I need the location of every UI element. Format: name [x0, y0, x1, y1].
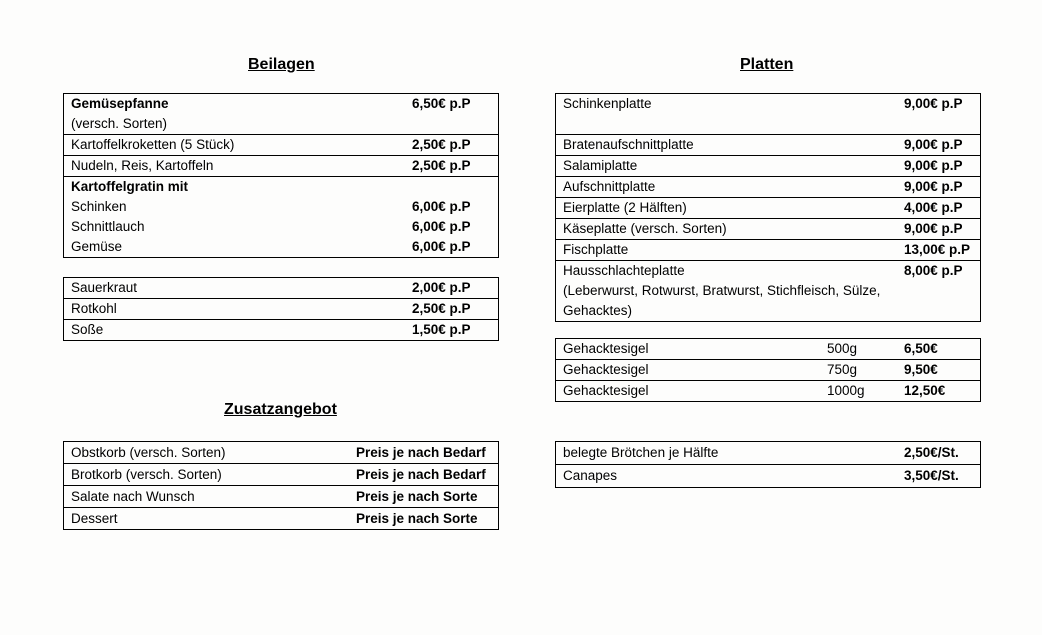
platten-table [555, 93, 981, 322]
item-price: 4,00€ p.P [904, 200, 963, 215]
table-row [64, 485, 498, 507]
item-price: 2,00€ p.P [412, 280, 471, 295]
item-name: Gemüsepfanne [71, 96, 169, 111]
table-row [556, 218, 980, 239]
item-name: Rotkohl [71, 301, 117, 316]
table-row [64, 155, 498, 176]
table-row [556, 260, 980, 321]
row-line [556, 135, 980, 155]
item-price: 9,00€ p.P [904, 137, 963, 152]
row-line [64, 442, 498, 463]
row-line [556, 360, 980, 380]
row-line [64, 299, 498, 319]
item-name: Bratenaufschnittplatte [563, 137, 694, 152]
heading-beilagen: Beilagen [248, 56, 315, 73]
item-name: (Leberwurst, Rotwurst, Bratwurst, Stichfleisch, Sülze, [563, 283, 881, 298]
item-price: Preis je nach Sorte [356, 511, 478, 526]
item-name: Dessert [71, 511, 118, 526]
row-line [556, 219, 980, 239]
table-row [556, 239, 980, 260]
item-name: Brotkorb (versch. Sorten) [71, 467, 222, 482]
row-line [556, 198, 980, 218]
item-name: Gehacktesigel [563, 362, 649, 377]
row-line [64, 464, 498, 485]
table-row [64, 134, 498, 155]
item-name: Salamiplatte [563, 158, 638, 173]
item-price: 2,50€ p.P [412, 301, 471, 316]
item-name: belegte Brötchen je Hälfte [563, 445, 719, 460]
item-name: Schnittlauch [71, 219, 145, 234]
item-price: 9,00€ p.P [904, 96, 963, 111]
item-price: 12,50€ [904, 383, 946, 398]
item-price: 6,50€ p.P [412, 96, 471, 111]
row-line [64, 135, 498, 155]
item-price: 9,00€ p.P [904, 179, 963, 194]
item-price: 9,00€ p.P [904, 158, 963, 173]
row-line [556, 240, 980, 260]
table-row [556, 464, 980, 487]
zusatzangebot-left-table [63, 441, 499, 530]
item-name: Eierplatte (2 Hälften) [563, 200, 687, 215]
item-name: Käseplatte (versch. Sorten) [563, 221, 727, 236]
row-line [556, 381, 980, 401]
row-line [556, 114, 980, 134]
item-name: Hausschlachteplatte [563, 263, 685, 278]
item-name: Obstkorb (versch. Sorten) [71, 445, 226, 460]
row-line [556, 301, 980, 321]
item-name: Gemüse [71, 239, 123, 254]
item-price: Preis je nach Bedarf [356, 467, 486, 482]
item-price: 1,50€ p.P [412, 322, 471, 337]
row-line [556, 177, 980, 197]
item-name: Canapes [563, 468, 618, 483]
item-price: Preis je nach Bedarf [356, 445, 486, 460]
item-price: 9,00€ p.P [904, 221, 963, 236]
table-row [556, 359, 980, 380]
item-price: 2,50€ p.P [412, 137, 471, 152]
table-row [64, 319, 498, 340]
item-price: 13,00€ p.P [904, 242, 971, 257]
row-line [64, 94, 498, 114]
item-weight: 750g [827, 362, 858, 377]
row-line [556, 281, 980, 301]
item-price: 8,00€ p.P [904, 263, 963, 278]
item-weight: 1000g [827, 383, 865, 398]
row-line [64, 156, 498, 176]
row-line [64, 197, 498, 217]
item-name: Nudeln, Reis, Kartoffeln [71, 158, 214, 173]
table-row [64, 94, 498, 134]
table-row [556, 380, 980, 401]
row-line [556, 261, 980, 281]
row-line [556, 94, 980, 114]
item-name: Kartoffelkroketten (5 Stück) [71, 137, 235, 152]
table-row [556, 155, 980, 176]
table-row [556, 94, 980, 134]
row-line [64, 278, 498, 298]
item-name: Schinkenplatte [563, 96, 652, 111]
item-name: Gehacktesigel [563, 383, 649, 398]
item-price: Preis je nach Sorte [356, 489, 478, 504]
item-price: 3,50€/St. [904, 468, 959, 483]
beilagen-table [63, 93, 499, 258]
gehacktesigel-table [555, 338, 981, 402]
heading-zusatzangebot: Zusatzangebot [224, 401, 337, 418]
table-row [556, 176, 980, 197]
item-name: Fischplatte [563, 242, 629, 257]
row-line [556, 339, 980, 359]
item-price: 9,50€ [904, 362, 938, 377]
table-row [556, 442, 980, 464]
row-line [556, 156, 980, 176]
row-line [556, 465, 980, 487]
table-row [556, 197, 980, 218]
row-line [64, 508, 498, 529]
item-price: 2,50€ p.P [412, 158, 471, 173]
row-line [64, 177, 498, 197]
item-name: Gehacktesigel [563, 341, 649, 356]
item-name: Kartoffelgratin mit [71, 179, 189, 194]
item-name: Aufschnittplatte [563, 179, 656, 194]
heading-platten: Platten [740, 56, 794, 73]
item-name: Schinken [71, 199, 127, 214]
row-line [556, 442, 980, 464]
item-name: (versch. Sorten) [71, 116, 168, 131]
table-row [64, 442, 498, 463]
table-row [64, 176, 498, 257]
item-price: 6,00€ p.P [412, 239, 471, 254]
table-row [64, 278, 498, 298]
row-line [64, 114, 498, 134]
table-row [64, 507, 498, 529]
table-row [64, 463, 498, 485]
row-line [64, 237, 498, 257]
row-line [64, 320, 498, 340]
beilagen-extra-table [63, 277, 499, 341]
item-name: Sauerkraut [71, 280, 138, 295]
item-price: 6,50€ [904, 341, 938, 356]
item-weight: 500g [827, 341, 858, 356]
item-price: 6,00€ p.P [412, 219, 471, 234]
row-line [64, 217, 498, 237]
item-price: 6,00€ p.P [412, 199, 471, 214]
table-row [556, 339, 980, 359]
table-row [64, 298, 498, 319]
item-name: Salate nach Wunsch [71, 489, 195, 504]
row-line [64, 486, 498, 507]
table-row [556, 134, 980, 155]
item-name: Gehacktes) [563, 303, 633, 318]
item-price: 2,50€/St. [904, 445, 959, 460]
item-name: Soße [71, 322, 104, 337]
zusatzangebot-right-table [555, 441, 981, 488]
